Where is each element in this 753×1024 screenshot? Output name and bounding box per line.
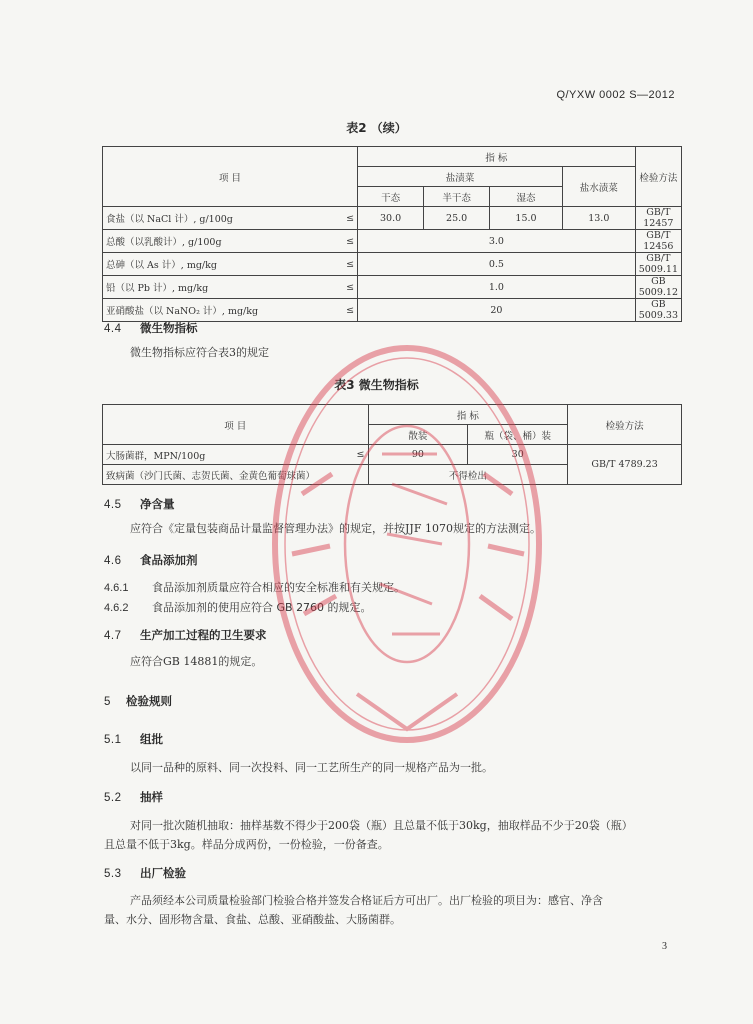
table3 [102,404,682,485]
table3-caption: 表3 微生物指标 [334,378,419,392]
row-value: 1.0 [358,276,636,299]
section-4-7-text: 应符合GB 14881的规定。 [130,655,263,668]
table3-method: GB/T 4789.23 [568,445,682,485]
section-4-6-heading [104,552,198,568]
row-op: ≤ [269,230,357,253]
section-4-7-heading [104,627,267,643]
row-item: 亚硝酸盐（以 NaNO₂ 计）, mg/kg [103,299,270,322]
company-seal-stamp [262,334,552,754]
section-number: 5.2 [104,792,122,804]
row-bottle: 30 [468,445,568,465]
section-title: 抽样 [140,790,163,804]
table2-head-semidry: 半干态 [424,187,490,207]
row-op: ≤ [269,299,357,322]
row-value: 3.0 [358,230,636,253]
table3-head-item: 项 目 [103,405,369,445]
row-brine: 13.0 [562,207,635,230]
section-4-4-text: 微生物指标应符合表3的规定 [130,346,269,359]
page-number: 3 [662,941,667,952]
section-number: 4.6 [104,555,122,567]
section-number: 4.7 [104,630,122,642]
row-item: 总酸（以乳酸计）, g/100g [103,230,270,253]
row-item: 铅（以 Pb 计）, mg/kg [103,276,270,299]
section-5-2-line1: 对同一批次随机抽取：抽样基数不得少于200袋（瓶）且总量不低于30kg，抽取样品不少于20袋（瓶） [130,819,633,832]
row-value: 0.5 [358,253,636,276]
row-method: GB/T 12457 [635,207,681,230]
table2-head-method: 检验方法 [635,147,681,207]
row-item: 致病菌（沙门氏菌、志贺氏菌、金黄色葡萄球菌） [103,465,369,485]
row-op: ≤ [350,445,368,465]
table2-head-indicator: 指 标 [358,147,636,167]
row-wet: 15.0 [490,207,563,230]
row-bulk: 90 [368,445,468,465]
row-method: GB 5009.33 [635,299,681,322]
table-row [103,276,682,299]
section-number: 5.1 [104,734,122,746]
section-title: 组批 [140,732,163,746]
section-5-1-heading [104,731,163,747]
section-5-heading [104,693,172,709]
section-4-5-text: 应符合《定量包装商品计量监督管理办法》的规定，并按JJF 1070规定的方法测定。 [130,522,541,535]
row-value: 20 [358,299,636,322]
section-number: 4.5 [104,499,122,511]
clause-number: 4.6.2 [104,602,129,614]
row-method: GB/T 12456 [635,230,681,253]
table3-head-bulk: 散装 [368,425,468,445]
document-code: Q/YXW 0002 S—2012 [556,89,675,101]
section-5-3-line1: 产品须经本公司质量检验部门检验合格并签发合格证后方可出厂。出厂检验的项目为：感官、净含 [130,894,603,907]
row-op: ≤ [269,207,357,230]
section-5-3-line2: 量、水分、固形物含量、食盐、总酸、亚硝酸盐、大肠菌群。 [104,913,401,926]
section-number: 5.3 [104,868,122,880]
table2-head-brine: 盐水渍菜 [562,167,635,207]
table-row [103,445,682,465]
row-item: 大肠菌群，MPN/100g [103,445,351,465]
row-dry: 30.0 [358,207,424,230]
section-title: 检验规则 [126,694,172,708]
table2-head-salted: 盐渍菜 [358,167,563,187]
clause-number: 4.6.1 [104,582,129,594]
table2-head-wet: 湿态 [490,187,563,207]
row-semidry: 25.0 [424,207,490,230]
row-value: 不得检出 [368,465,568,485]
row-method: GB/T 5009.11 [635,253,681,276]
section-5-2-line2: 且总量不低于3kg。样品分成两份，一份检验，一份备查。 [104,838,389,851]
row-item: 总砷（以 As 计）, mg/kg [103,253,270,276]
section-title: 微生物指标 [140,321,198,335]
clause-4-6-2 [104,599,372,615]
table2 [102,146,682,322]
section-5-1-text: 以同一品种的原料、同一次投料、同一工艺所生产的同一规格产品为一批。 [130,761,493,774]
table-row [103,230,682,253]
table-row [103,253,682,276]
clause-text: 食品添加剂质量应符合相应的安全标准和有关规定。 [152,581,405,594]
section-title: 生产加工过程的卫生要求 [140,628,267,642]
section-title: 净含量 [140,497,175,511]
section-5-3-heading [104,865,186,881]
row-item: 食盐（以 NaCl 计）, g/100g [103,207,270,230]
section-title: 出厂检验 [140,866,186,880]
section-4-5-heading [104,496,175,512]
section-number: 4.4 [104,323,122,335]
table2-caption: 表2 （续） [346,121,407,135]
table2-head-dry: 干态 [358,187,424,207]
section-number: 5 [104,696,111,708]
table3-head-indicator: 指 标 [368,405,568,425]
table2-head-item: 项 目 [103,147,358,207]
table-row [103,207,682,230]
section-5-2-heading [104,789,163,805]
row-op: ≤ [269,253,357,276]
row-op: ≤ [269,276,357,299]
section-title: 食品添加剂 [140,553,198,567]
section-4-4-heading [104,320,198,336]
table3-head-method: 检验方法 [568,405,682,445]
clause-text: 食品添加剂的使用应符合 GB 2760 的规定。 [152,601,372,614]
table-row [103,299,682,322]
clause-4-6-1 [104,579,405,595]
table3-head-bottle: 瓶（袋、桶）装 [468,425,568,445]
row-method: GB 5009.12 [635,276,681,299]
